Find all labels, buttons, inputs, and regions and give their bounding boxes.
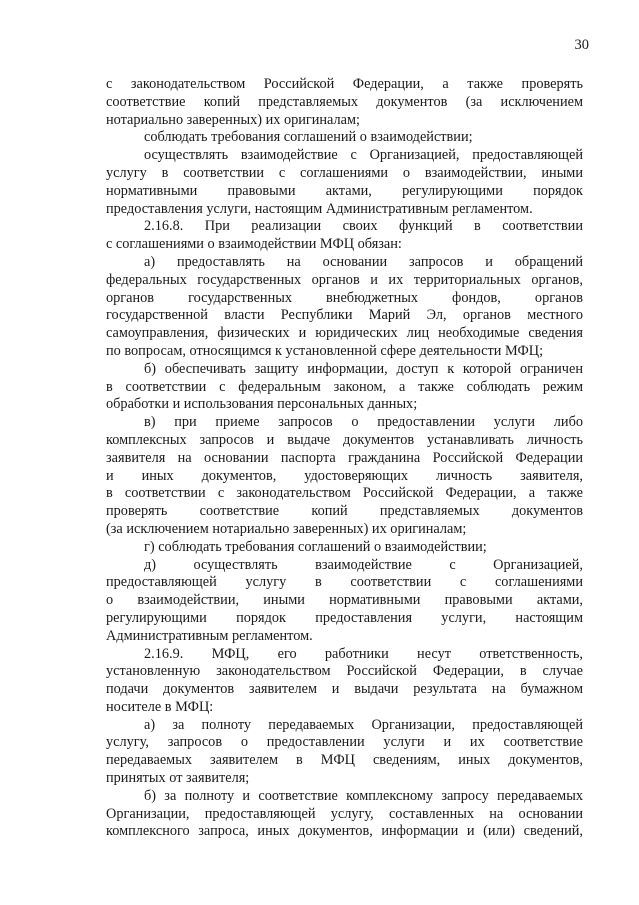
text-line: передаваемых заявителем в МФЦ сведениям, иных документов,	[106, 752, 583, 769]
page-number: 30	[574, 37, 589, 53]
text-line: а) за полноту передаваемых Организации, предоставляющей	[144, 716, 583, 733]
text-line: о взаимодействии, иными нормативными правовыми актами,	[106, 592, 583, 609]
text-line: комплексного запроса, иных документов, информации и (или) сведений,	[106, 823, 583, 840]
text-line: (за исключением нотариально заверенных) их оригиналам;	[106, 520, 467, 537]
text-line: проверять соответствие копий представляемых документов	[106, 503, 583, 520]
text-line: в соответствии с законодательством Российской Федерации, а также	[106, 485, 583, 502]
text-line: 2.16.8. При реализации своих функций в соответствии	[144, 218, 583, 235]
text-line: Административным регламентом.	[106, 627, 313, 644]
text-line: Организации, предоставляющей услугу, составленных на основании	[106, 805, 583, 822]
text-line: 2.16.9. МФЦ, его работники несут ответственность,	[144, 645, 583, 662]
text-line: б) обеспечивать защиту информации, доступ к которой ограничен	[144, 360, 583, 377]
text-line: самоуправления, физических и юридических лиц необходимые сведения	[106, 325, 583, 342]
text-line: предоставления услуги, настоящим Административным регламентом.	[106, 200, 533, 217]
text-line: нормативными правовыми актами, регулирующими порядок	[106, 182, 583, 199]
text-line: предоставляющей услугу в соответствии с соглашениями	[106, 574, 583, 591]
text-line: соблюдать требования соглашений о взаимодействии;	[144, 129, 473, 146]
text-line: принятых от заявителя;	[106, 770, 250, 787]
text-line: г) соблюдать требования соглашений о взаимодействии;	[144, 538, 487, 555]
text-line: с соглашениями о взаимодействии МФЦ обязан:	[106, 236, 402, 253]
text-line: услугу в соответствии с соглашениями о взаимодействии, иными	[106, 164, 583, 181]
text-line: в) при приеме запросов о предоставлении услуги либо	[144, 414, 583, 431]
text-line: а) предоставлять на основании запросов и обращений	[144, 253, 583, 270]
text-line: заявителя на основании паспорта гражданина Российской Федерации	[106, 449, 583, 466]
text-line: обработки и использования персональных данных;	[106, 396, 418, 413]
text-line: органов государственных внебюджетных фондов, органов	[106, 289, 583, 306]
text-line: федеральных государственных органов и их территориальных органов,	[106, 271, 583, 288]
text-line: подачи документов заявителем и выдачи результата на бумажном	[106, 681, 583, 698]
text-line: по вопросам, относящимся к установленной сфере деятельности МФЦ;	[106, 342, 544, 359]
text-line: в соответствии с федеральным законом, а также соблюдать режим	[106, 378, 583, 395]
text-line: и иных документов, удостоверяющих личность заявителя,	[106, 467, 583, 484]
body-text	[106, 76, 583, 841]
text-line: услугу, запросов о предоставлении услуги и их соответствие	[106, 734, 583, 751]
text-line: государственной власти Республики Марий Эл, органов местного	[106, 307, 583, 324]
text-line: б) за полноту и соответствие комплексному запросу передаваемых	[144, 787, 583, 804]
text-line: регулирующими порядок предоставления услуги, настоящим	[106, 609, 583, 626]
text-line: с законодательством Российской Федерации, а также проверять	[106, 76, 583, 92]
text-line: нотариально заверенных) их оригиналам;	[106, 111, 361, 128]
text-line: установленную законодательством Российской Федерации, в случае	[106, 663, 583, 680]
text-line: соответствие копий представляемых документов (за исключением	[106, 93, 583, 110]
text-line: носителе в МФЦ:	[106, 698, 214, 715]
text-line: осуществлять взаимодействие с Организацией, предоставляющей	[144, 147, 583, 164]
text-line: д) осуществлять взаимодействие с Организацией,	[144, 556, 583, 573]
text-line: комплексных запросов и выдаче документов устанавливать личность	[106, 431, 583, 448]
